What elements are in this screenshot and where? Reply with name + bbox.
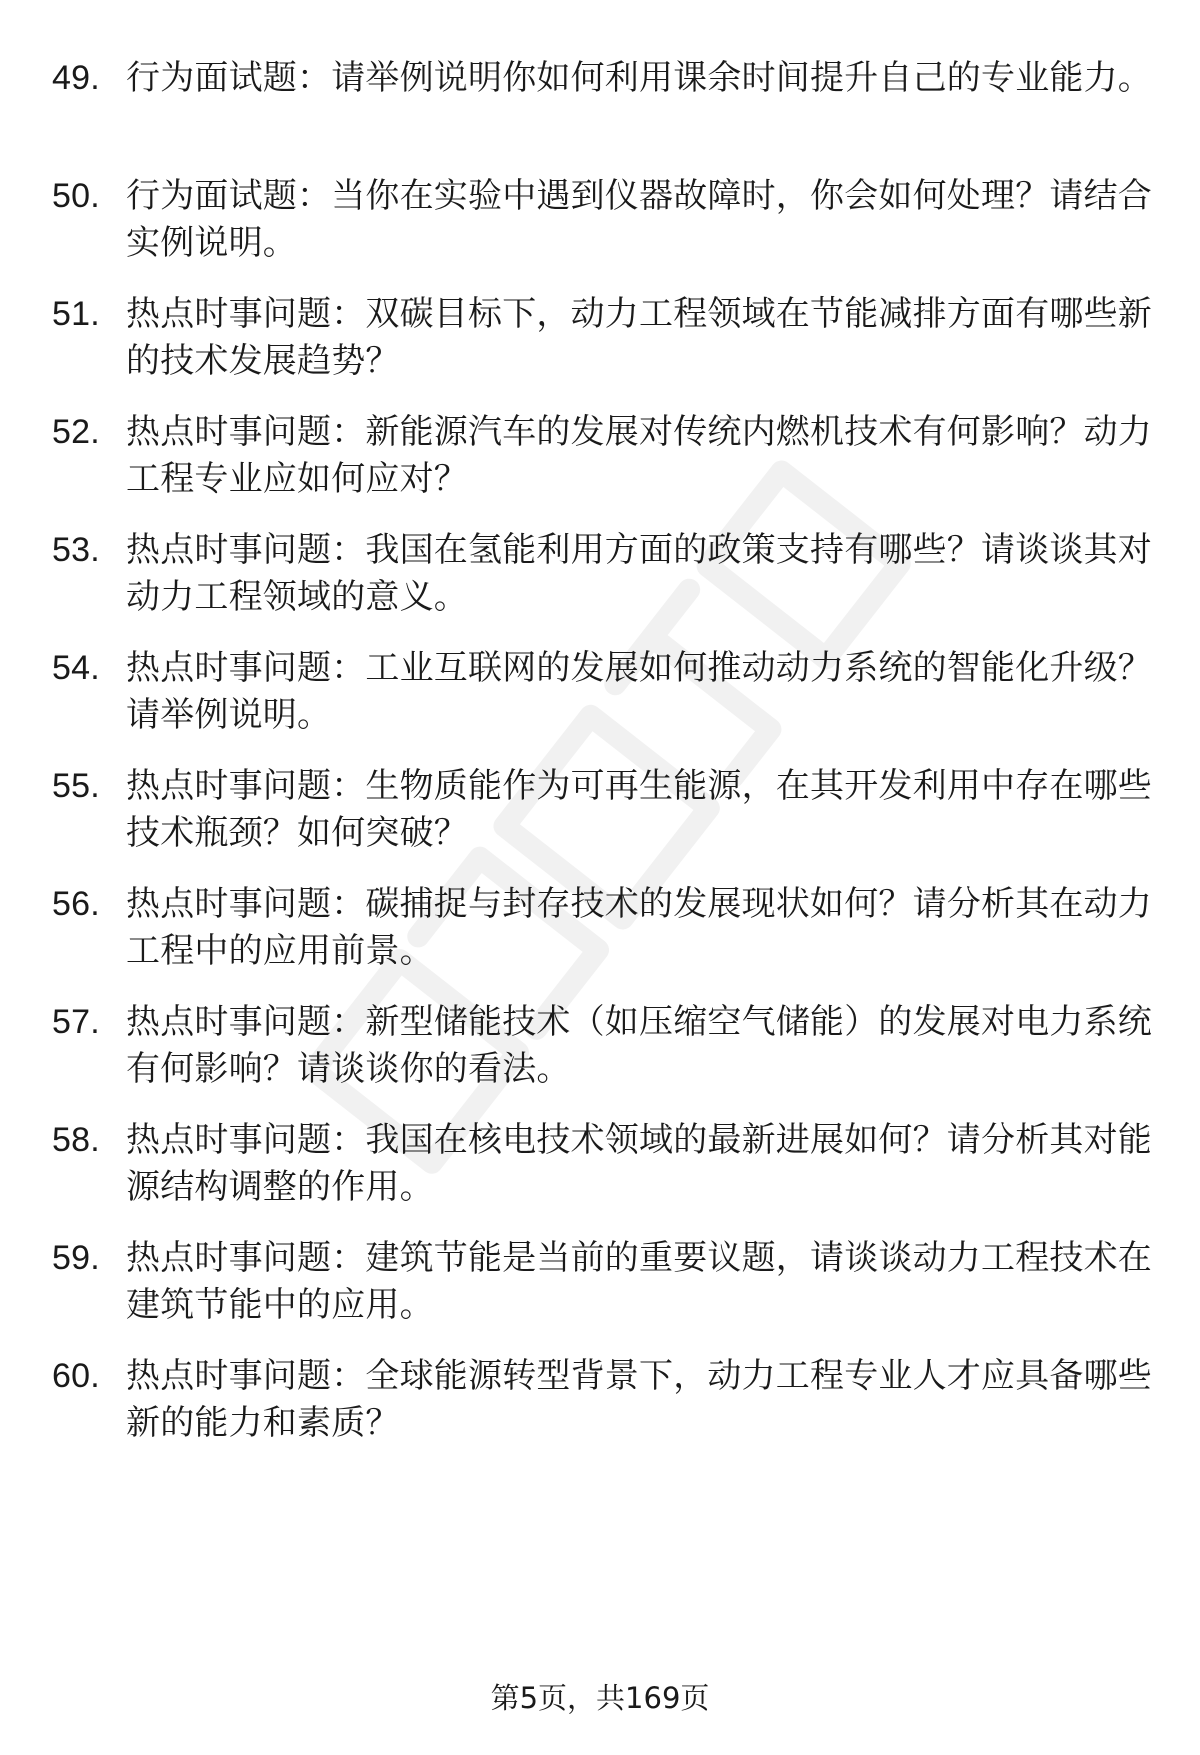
question-item <box>52 1117 1152 1235</box>
question-text: 热点时事问题：工业互联网的发展如何推动动力系统的智能化升级？请举例说明。 <box>126 648 1152 735</box>
question-item <box>52 999 1152 1117</box>
question-item <box>52 409 1152 527</box>
question-text: 热点时事问题：双碳目标下，动力工程领域在节能减排方面有哪些新的技术发展趋势？ <box>126 294 1152 381</box>
question-number: 53. <box>52 531 100 569</box>
question-text: 热点时事问题：新型储能技术（如压缩空气储能）的发展对电力系统有何影响？请谈谈你的看法。 <box>126 1002 1152 1089</box>
question-number: 60. <box>52 1357 100 1395</box>
question-text: 热点时事问题：全球能源转型背景下，动力工程专业人才应具备哪些新的能力和素质？ <box>126 1356 1152 1443</box>
question-list <box>52 55 1152 1471</box>
question-number: 50. <box>52 177 100 215</box>
question-number: 52. <box>52 413 100 451</box>
question-item <box>52 291 1152 409</box>
question-item <box>52 1235 1152 1353</box>
question-text: 行为面试题：请举例说明你如何利用课余时间提升自己的专业能力。 <box>126 58 1152 98</box>
question-item <box>52 527 1152 645</box>
question-item <box>52 763 1152 881</box>
question-item <box>52 881 1152 999</box>
question-number: 54. <box>52 649 100 687</box>
page-footer: 第5页，共169页 <box>490 1681 710 1715</box>
question-text: 热点时事问题：我国在核电技术领域的最新进展如何？请分析其对能源结构调整的作用。 <box>126 1120 1152 1207</box>
question-number: 56. <box>52 885 100 923</box>
question-item <box>52 1353 1152 1471</box>
question-number: 51. <box>52 295 100 333</box>
question-item <box>52 645 1152 763</box>
question-number: 58. <box>52 1121 100 1159</box>
question-text: 热点时事问题：新能源汽车的发展对传统内燃机技术有何影响？动力工程专业应如何应对？ <box>126 412 1152 499</box>
question-number: 55. <box>52 767 100 805</box>
question-text: 行为面试题：当你在实验中遇到仪器故障时，你会如何处理？请结合实例说明。 <box>126 176 1152 263</box>
question-number: 49. <box>52 59 100 97</box>
question-item <box>52 55 1152 173</box>
question-text: 热点时事问题：碳捕捉与封存技术的发展现状如何？请分析其在动力工程中的应用前景。 <box>126 884 1152 971</box>
question-text: 热点时事问题：生物质能作为可再生能源，在其开发利用中存在哪些技术瓶颈？如何突破？ <box>126 766 1152 853</box>
question-number: 59. <box>52 1239 100 1277</box>
question-text: 热点时事问题：建筑节能是当前的重要议题，请谈谈动力工程技术在建筑节能中的应用。 <box>126 1238 1152 1325</box>
question-number: 57. <box>52 1003 100 1041</box>
question-item <box>52 173 1152 291</box>
question-text: 热点时事问题：我国在氢能利用方面的政策支持有哪些？请谈谈其对动力工程领域的意义。 <box>126 530 1152 617</box>
